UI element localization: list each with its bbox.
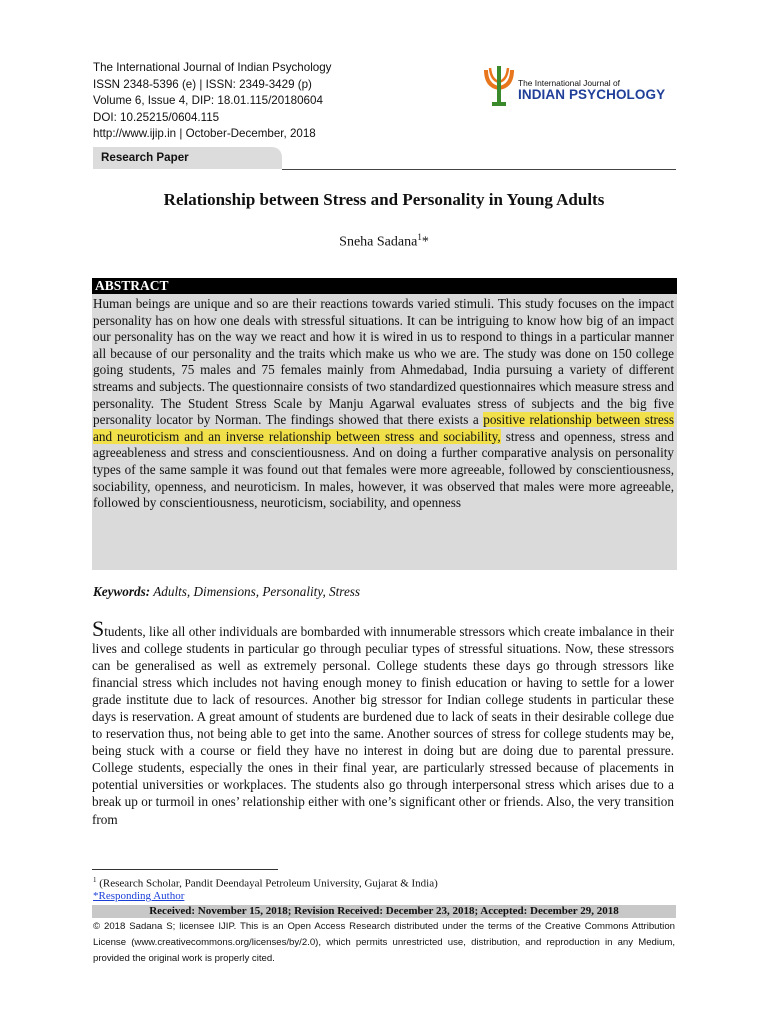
volume-issue: Volume 6, Issue 4, DIP: 18.01.115/20180604 [93, 94, 323, 107]
journal-meta [93, 60, 331, 143]
logo-line1: The International Journal of [518, 78, 620, 88]
abstract-heading: ABSTRACT [92, 278, 677, 294]
journal-logo [482, 64, 682, 112]
footnote-rule [92, 869, 278, 870]
abstract-text-after: stress and openness, stress and agreeableness and stress and conscientiousness. And on doing a further comparative analysis on personality types of the same sample it was found out that females were more agreeable, followed by conscientiousness, sociability, openness, and neuroticism. In males, however, it was observed that males were more agreeable, followed by conscientiousness, neuroticism, sociability, and openness [93, 428, 674, 511]
license-text: © 2018 Sadana S; licensee IJIP. This is an Open Access Research distributed under the terms of the Creative Commons Attribution License (www.creativecommons.org/licenses/by/2.0), which permits unrestricted use, distribution, and reproduction in any Medium, provided the original work is properly cited. [93, 921, 675, 964]
section-tab: Research Paper [93, 147, 282, 169]
abstract-text-before: Human beings are unique and so are their reactions towards varied stimuli. This study focuses on the impact personality has on how one deals with stressful situations. It can be intriguing to know how big of an impact our personality has on the way we react and how it is wired in us to respond to things in a particular manner all because of our personality and the traits which make us who we are. The study was done on 150 college going students, 75 males and 75 females mainly from Ahmedabad, India pursuing a variety of different streams and subjects. The questionnaire consists of two standardized questionnaires which measure stress and personality. The Student Stress Scale by Manju Agarwal evaluates stress of subjects and the big five personality locator by Norman. The findings showed that there exists a [93, 296, 674, 428]
abstract-text [92, 294, 677, 570]
footnote-1 [93, 876, 438, 890]
author-name: Sneha Sadana [339, 234, 418, 250]
responding-author-link[interactable]: *Responding Author [93, 890, 185, 902]
keywords-label: Keywords: [93, 584, 151, 599]
author [60, 232, 708, 251]
keywords [93, 584, 360, 600]
url-date: http://www.ijip.in | October-December, 2018 [93, 127, 316, 140]
keywords-values: Adults, Dimensions, Personality, Stress [150, 584, 361, 599]
paper-title: Relationship between Stress and Personality in Young Adults [163, 190, 605, 209]
issn: ISSN 2348-5396 (e) | ISSN: 2349-3429 (p) [93, 77, 312, 91]
logo-line2: INDIAN PSYCHOLOGY [518, 87, 666, 102]
body-text: tudents, like all other individuals are bombarded with innumerable stressors which create imbalance in their lives and college students in particular go through peculiar types of stressful situations. Now, these stressors can be generalised as well as extremely personal. College students these days go through stressors like financial stress which includes not having enough money to finish education or having to settle for a lower grade institute due to lack of resources. Another big stressor for Indian college students in particular these days is reservation. A great amount of students are burdened due to lack of seats in their desirable college due to reservation thus, not being able to get into the same. Another sources of stress for college students may be, being stuck with a course or field they have no interest in doing but are doing due to parental pressure. College students, especially the ones in their final year, are particularly stressed because of placements in potential universities or workplaces. The students also go through interpersonal stress which arises due to a break up or turmoil in ones’ relationship either with one’s significant other or friends. Also, the very transition from [92, 624, 674, 827]
doi: DOI: 10.25215/0604.115 [93, 110, 220, 124]
psi-logo-icon [482, 64, 516, 112]
dropcap: S [92, 616, 105, 641]
header-rule [282, 169, 676, 170]
footnote-1-mark: 1 [93, 876, 97, 884]
author-mark: 1 [417, 232, 422, 242]
body-paragraph [92, 616, 674, 828]
footnote-1-text: (Research Scholar, Pandit Deendayal Petroleum University, Gujarat & India) [96, 877, 438, 890]
author-star: * [421, 234, 429, 250]
abstract-highlight: positive relationship between stress and neuroticism and an inverse relationship between stress and sociability, [93, 412, 674, 444]
received-dates: Received: November 15, 2018; Revision Received: December 23, 2018; Accepted: December 29, 2018 [92, 905, 676, 918]
journal-name: The International Journal of Indian Psychology [93, 61, 332, 74]
